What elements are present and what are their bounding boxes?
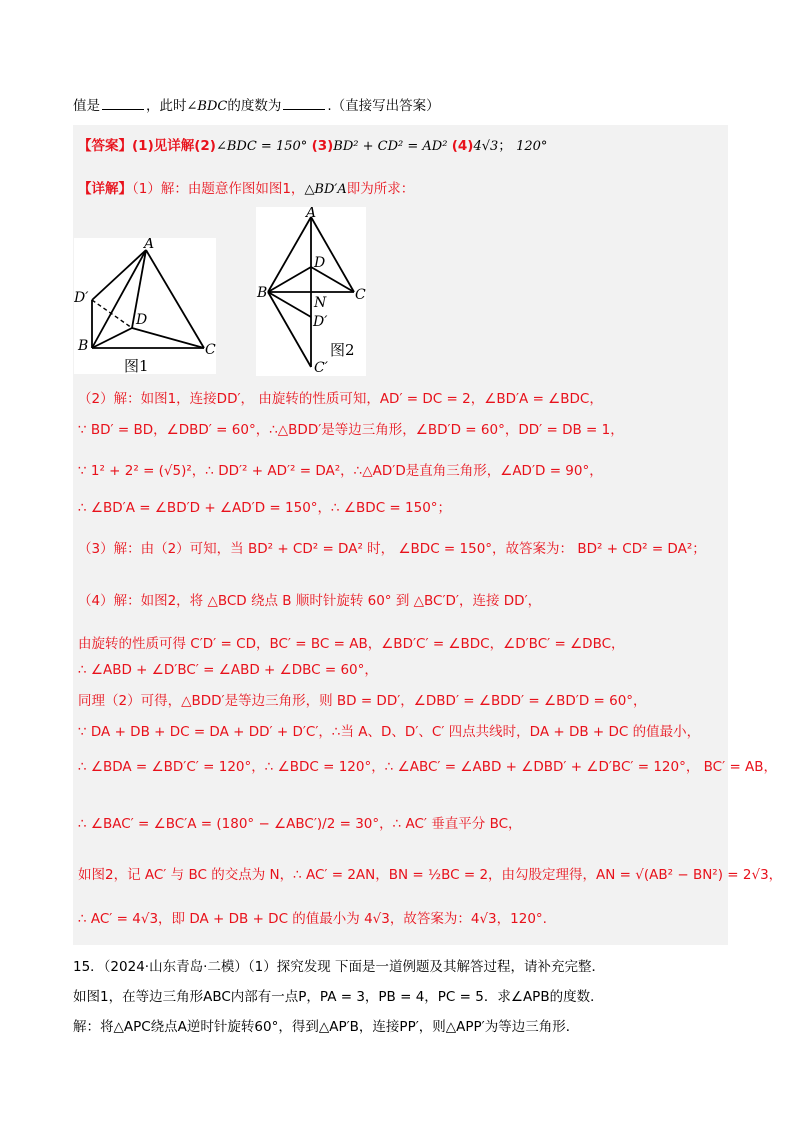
- answer-math3: BD² + CD² = AD²: [333, 139, 448, 154]
- answer-label: 【答案】: [78, 138, 132, 154]
- edge-DD': [92, 300, 132, 328]
- figure-2-caption: 图2: [330, 341, 355, 359]
- answer-math5: 120°: [516, 139, 548, 154]
- problem-15-line-3: 解：将△APC绕点A逆时针旋转60°，得到△AP′B，连接PP′，则△APP′为等边三角形．: [73, 1019, 580, 1035]
- label-N: N: [314, 295, 327, 311]
- label-A: A: [144, 238, 155, 252]
- label-C-prime: C′: [314, 360, 328, 376]
- solution-line: ∴ ∠BDA = ∠BD′C′ = 120°，∴ ∠BDC = 120°，∴ ∠ABC′ = ∠ABD + ∠DBD′ + ∠D′BC′ = 120°， BC′ = AB，: [78, 759, 778, 775]
- solution-line: ∵ 1² + 2² = (√5)²，∴ DD′² + AD′² = DA²，∴△AD′D是直角三角形，∠AD′D = 90°，: [78, 463, 603, 479]
- solution-line: 如图2，记 AC′ 与 BC 的交点为 N，∴ AC′ = 2AN，BN = ½BC = 2，由勾股定理得，AN = √(AB² − BN²) = 2√3，: [78, 867, 783, 883]
- label-D: D: [136, 312, 148, 328]
- solution-line: ∴ ∠ABD + ∠D′BC′ = ∠ABD + ∠DBC = 60°，: [78, 662, 378, 678]
- solution-line: （4）解：如图2，将 △BCD 绕点 B 顺时针旋转 60° 到 △BC′D′，连接 DD′，: [78, 593, 542, 609]
- label-D: D: [314, 255, 326, 271]
- label-A: A: [306, 207, 317, 221]
- label-D-prime: D′: [313, 314, 328, 330]
- edge-AB: [268, 217, 311, 292]
- detail-text1: （1）解：由题意作图如图1，: [132, 181, 305, 197]
- detail-label: 【详解】: [78, 181, 132, 197]
- blank-2: [283, 97, 325, 110]
- answer-line: [78, 137, 547, 156]
- label-B: B: [257, 285, 268, 301]
- label-B: B: [78, 338, 89, 354]
- text-prefix: 值是: [73, 98, 100, 114]
- solution-line: ∵ BD′ = BD，∠DBD′ = 60°，∴△BDD′是等边三角形，∠BD′D = 60°，DD′ = DB = 1，: [78, 422, 624, 438]
- answer-part1: (1)见详解(2): [132, 138, 216, 154]
- math-angle: ∠BDC: [186, 99, 228, 114]
- solution-line: ∴ ∠BD′A = ∠BD′D + ∠AD′D = 150°，∴ ∠BDC = 150°；: [78, 500, 452, 516]
- figure-1-caption: 图1: [124, 357, 149, 374]
- figure-1-svg: [74, 238, 216, 374]
- label-C: C: [355, 287, 366, 303]
- text-mid: ，此时: [146, 98, 187, 114]
- answer-part3: (3): [311, 138, 334, 154]
- solution-line: ∴ AC′ = 4√3，即 DA + DB + DC 的值最小为 4√3，故答案为：4√3，120°.: [78, 911, 547, 927]
- solution-line: （3）解：由（2）可知，当 BD² + CD² = DA² 时， ∠BDC = 150°，故答案为： BD² + CD² = DA²；: [78, 541, 706, 557]
- edge-AC: [146, 250, 204, 348]
- solution-line: ∵ DA + DB + DC = DA + DD′ + D′C′，∴当 A、D、D′、C′ 四点共线时，DA + DB + DC 的值最小，: [78, 724, 701, 740]
- answer-math4: 4√3: [473, 139, 499, 154]
- solution-line: ∴ ∠BAC′ = ∠BC′A = (180° − ∠ABC′)/2 = 30°，∴ AC′ 垂直平分 BC，: [78, 816, 522, 832]
- problem-15-line-1: 15．（2024·山东青岛·二模）（1）探究发现 下面是一道例题及其解答过程，请补充完整．: [73, 959, 605, 975]
- solution-line: 同理（2）可得，△BDD′是等边三角形，则 BD = DD′，∠DBD′ = ∠BDD′ = ∠BD′D = 60°，: [78, 693, 647, 709]
- text-end: .（直接写出答案）: [327, 98, 440, 114]
- figure-2: [256, 207, 366, 376]
- blank-1: [102, 97, 144, 110]
- answer-part4: (4): [451, 138, 474, 154]
- detail-math: △BD′A: [304, 182, 347, 197]
- detail-line: [78, 180, 414, 199]
- answer-sep: ；: [498, 138, 512, 154]
- answer-math1: ∠BDC = 150°: [215, 139, 308, 154]
- figure-2-svg: [256, 207, 366, 376]
- problem-15-line-2: 如图1，在等边三角形ABC内部有一点P，PA = 3，PB = 4，PC = 5．求∠APB的度数．: [73, 989, 604, 1005]
- label-D-prime: D′: [74, 290, 89, 306]
- solution-line: 由旋转的性质可得 C′D′ = CD，BC′ = BC = AB，∠BD′C′ = ∠BDC，∠D′BC′ = ∠DBC，: [78, 636, 625, 652]
- detail-text2: 即为所求：: [346, 181, 415, 197]
- question-tail-line: [73, 97, 440, 116]
- text-suffix: 的度数为: [227, 98, 282, 114]
- figure-1: [74, 238, 216, 374]
- edge-BC': [268, 292, 311, 367]
- label-C: C: [205, 342, 216, 358]
- solution-line: （2）解：如图1，连接DD′， 由旋转的性质可知，AD′ = DC = 2，∠BD′A = ∠BDC，: [78, 391, 603, 407]
